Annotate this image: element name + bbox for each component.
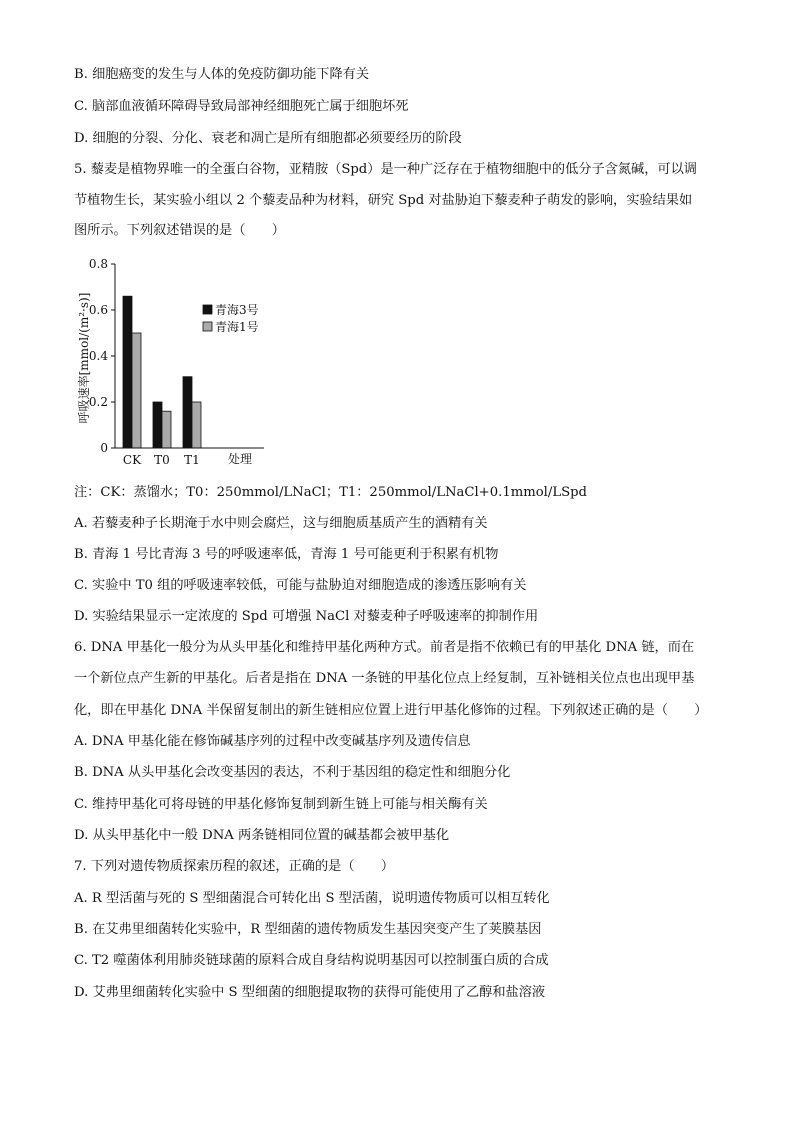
bar-ck-series-2 bbox=[132, 333, 141, 448]
q6-option-a: A. DNA 甲基化能在修饰碱基序列的过程中改变碱基序列及遗传信息 bbox=[74, 734, 471, 749]
q6-option-b: B. DNA 从头甲基化会改变基因的表达，不利于基因组的稳定性和细胞分化 bbox=[74, 765, 511, 780]
bar-t1-series-1 bbox=[183, 377, 192, 448]
x-category-label: T0 bbox=[154, 453, 170, 467]
respiration-rate-chart bbox=[70, 252, 300, 474]
y-tick-label: 0 bbox=[100, 441, 108, 455]
q5-note: 注：CK：蒸馏水；T0：250mmol/LNaCl；T1：250mmol/LNaCl+0.1mmol/LSpd bbox=[74, 485, 587, 500]
q5-stem-line-2: 节植物生长，某实验小组以 2 个藜麦品种为材料，研究 Spd 对盐胁迫下藜麦种子萌发的影响，实验结果如 bbox=[74, 193, 693, 208]
bar-t1-series-2 bbox=[192, 402, 201, 448]
q6-option-c: C. 维持甲基化可将母链的甲基化修饰复制到新生链上可能与相关酶有关 bbox=[74, 797, 488, 812]
legend-label-qinghai3: 青海3号 bbox=[215, 303, 259, 317]
q7-option-d: D. 艾弗里细菌转化实验中 S 型细菌的细胞提取物的获得可能使用了乙醇和盐溶液 bbox=[74, 985, 546, 1000]
q5-stem-line-1: 5. 藜麦是植物界唯一的全蛋白谷物，亚精胺（Spd）是一种广泛存在于植物细胞中的低分子含氮碱，可以调 bbox=[74, 162, 697, 177]
legend-swatch-qinghai1 bbox=[203, 322, 212, 331]
q5-option-b: B. 青海 1 号比青海 3 号的呼吸速率低，青海 1 号可能更利于积累有机物 bbox=[74, 547, 499, 562]
q4-option-b: B. 细胞癌变的发生与人体的免疫防御功能下降有关 bbox=[74, 67, 370, 82]
x-category-label: CK bbox=[122, 453, 142, 467]
bar-t0-series-2 bbox=[162, 411, 171, 448]
bar-ck-series-1 bbox=[123, 296, 132, 448]
q7-option-b: B. 在艾弗里细菌转化实验中，R 型细菌的遗传物质发生基因突变产生了荚膜基因 bbox=[74, 922, 542, 937]
q6-stem-line-1: 6. DNA 甲基化一般分为从头甲基化和维持甲基化两种方式。前者是指不依赖已有的甲基化 DNA 链，而在 bbox=[74, 640, 695, 655]
y-axis-label-unit: [mmol/(m²·s)] bbox=[77, 292, 91, 376]
q6-stem-line-2: 一个新位点产生新的甲基化。后者是指在 DNA 一条链的甲基化位点上经复制，互补链相关位点也出现甲基 bbox=[74, 671, 695, 686]
q5-option-c: C. 实验中 T0 组的呼吸速率较低，可能与盐胁迫对细胞造成的渗透压影响有关 bbox=[74, 578, 527, 593]
legend bbox=[203, 302, 259, 334]
q7-stem: 7. 下列对遗传物质探索历程的叙述，正确的是（ ） bbox=[74, 859, 395, 874]
y-tick-label: 0.2 bbox=[88, 395, 108, 409]
y-tick-label: 0.6 bbox=[88, 303, 108, 317]
y-axis-label bbox=[76, 293, 91, 424]
q5-stem-line-3: 图所示。下列叙述错误的是（ ） bbox=[74, 223, 285, 238]
y-tick-label: 0.4 bbox=[88, 349, 108, 363]
x-category-label: T1 bbox=[184, 453, 200, 467]
q6-option-d: D. 从头甲基化中一般 DNA 两条链相同位置的碱基都会被甲基化 bbox=[74, 828, 450, 843]
q4-option-d: D. 细胞的分裂、分化、衰老和凋亡是所有细胞都必须要经历的阶段 bbox=[74, 131, 462, 146]
q6-stem-line-3: 化，即在甲基化 DNA 半保留复制出的新生链相应位置上进行甲基化修饰的过程。下列叙述正确的是（ ） bbox=[74, 703, 708, 718]
q5-option-d: D. 实验结果显示一定浓度的 Spd 可增强 NaCl 对藜麦种子呼吸速率的抑制作用 bbox=[74, 609, 539, 624]
bar-t0-series-1 bbox=[153, 402, 162, 448]
legend-label-qinghai1: 青海1号 bbox=[215, 320, 259, 334]
q7-option-a: A. R 型活菌与死的 S 型细菌混合可转化出 S 型活菌，说明遗传物质可以相互转化 bbox=[74, 891, 550, 906]
legend-swatch-qinghai3 bbox=[203, 305, 212, 314]
x-axis-label: 处理 bbox=[227, 452, 253, 466]
q5-option-a: A. 若藜麦种子长期淹于水中则会腐烂，这与细胞质基质产生的酒精有关 bbox=[74, 516, 488, 531]
y-tick-label: 0.8 bbox=[88, 257, 108, 271]
q7-option-c: C. T2 噬菌体利用肺炎链球菌的原料合成自身结构说明基因可以控制蛋白质的合成 bbox=[74, 953, 549, 968]
q4-option-c: C. 脑部血液循环障碍导致局部神经细胞死亡属于细胞坏死 bbox=[74, 99, 409, 114]
y-axis-label-main: 呼吸速率 bbox=[77, 375, 91, 424]
